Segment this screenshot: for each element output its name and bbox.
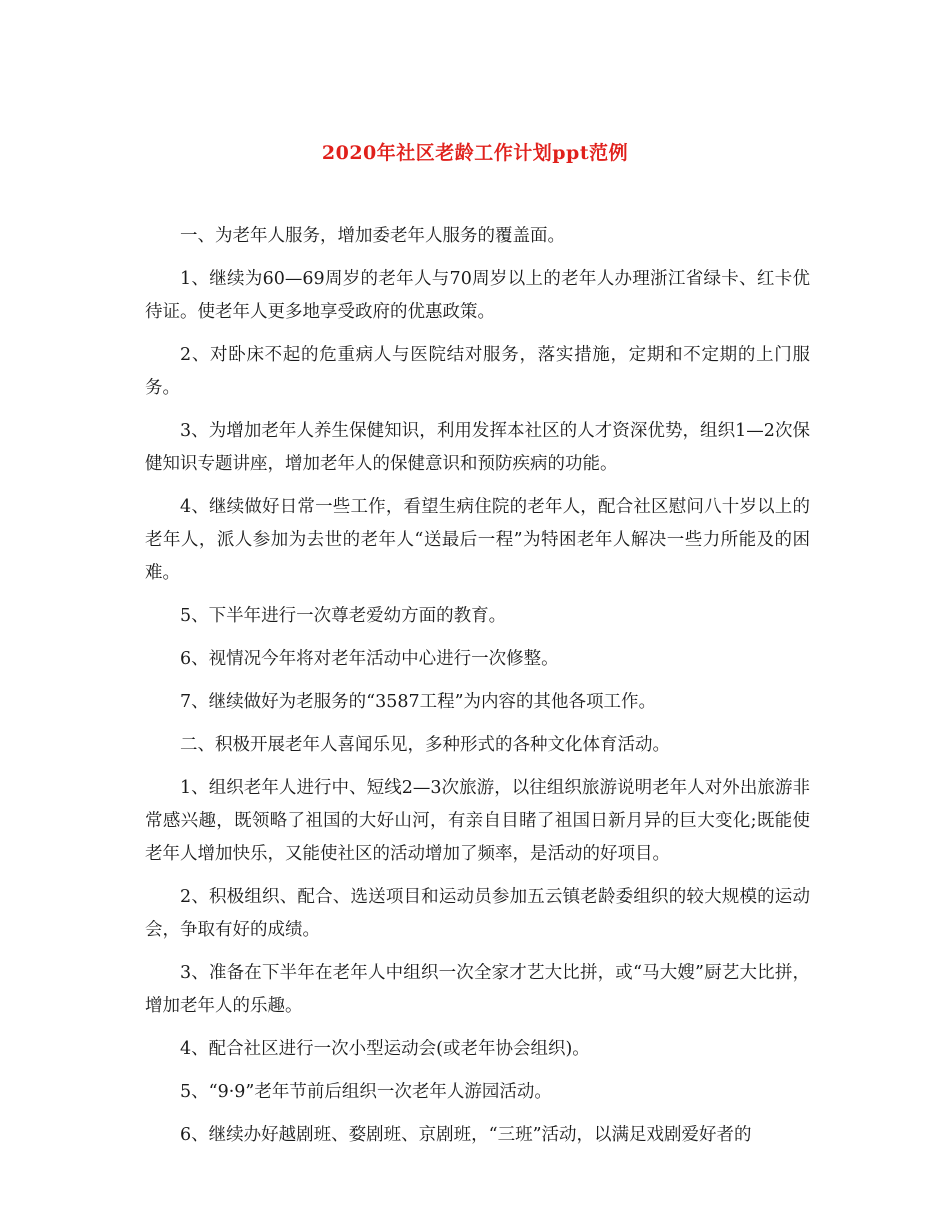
paragraph-activity-3: 3、准备在下半年在老年人中组织一次全家才艺大比拼，或“马大嫂”厨艺大比拼，增加老年人的乐趣。 (145, 963, 810, 1016)
paragraph-item-2: 2、对卧床不起的危重病人与医院结对服务，落实措施，定期和不定期的上门服务。 (145, 345, 810, 398)
document-title: 2020年社区老龄工作计划ppt范例 (321, 142, 629, 164)
paragraph-item-4: 4、继续做好日常一些工作，看望生病住院的老年人，配合社区慰问八十岁以上的老年人，派人参加为去世的老年人“送最后一程”为特困老年人解决一些力所能及的困难。 (145, 497, 810, 583)
paragraph-activity-5: 5、“9·9”老年节前后组织一次老年人游园活动。 (180, 1082, 552, 1102)
paragraph-section-1-heading: 一、为老年人服务，增加委老年人服务的覆盖面。 (180, 226, 565, 246)
paragraph-activity-2: 2、积极组织、配合、选送项目和运动员参加五云镇老龄委组织的较大规模的运动会，争取有好的成绩。 (145, 887, 810, 940)
paragraph-section-2-heading: 二、积极开展老年人喜闻乐见，多种形式的各种文化体育活动。 (180, 735, 670, 755)
paragraph-item-3: 3、为增加老年人养生保健知识，利用发挥本社区的人才资深优势，组织1—2次保健知识专题讲座，增加老年人的保健意识和预防疾病的功能。 (145, 421, 810, 474)
paragraph-item-7: 7、继续做好为老服务的“3587工程”为内容的其他各项工作。 (180, 692, 657, 712)
document-body (145, 220, 810, 1162)
paragraph-item-6: 6、视情况今年将对老年活动中心进行一次修整。 (180, 649, 559, 669)
paragraph-activity-4: 4、配合社区进行一次小型运动会(或老年协会组织)。 (180, 1039, 590, 1059)
paragraph-activity-1: 1、组织老年人进行中、短线2—3次旅游，以往组织旅游说明老年人对外出旅游非常感兴趣，既领略了祖国的大好山河，有亲自目睹了祖国日新月异的巨大变化;既能使老年人增加快乐，又能使社区的活动增加了频率，是活动的好项目。 (145, 778, 810, 864)
paragraph-item-1: 1、继续为60—69周岁的老年人与70周岁以上的老年人办理浙江省绿卡、红卡优待证。使老年人更多地享受政府的优惠政策。 (145, 269, 810, 322)
paragraph-activity-6: 6、继续办好越剧班、婺剧班、京剧班，“三班”活动，以满足戏剧爱好者的 (180, 1125, 752, 1145)
paragraph-item-5: 5、下半年进行一次尊老爱幼方面的教育。 (180, 606, 507, 626)
